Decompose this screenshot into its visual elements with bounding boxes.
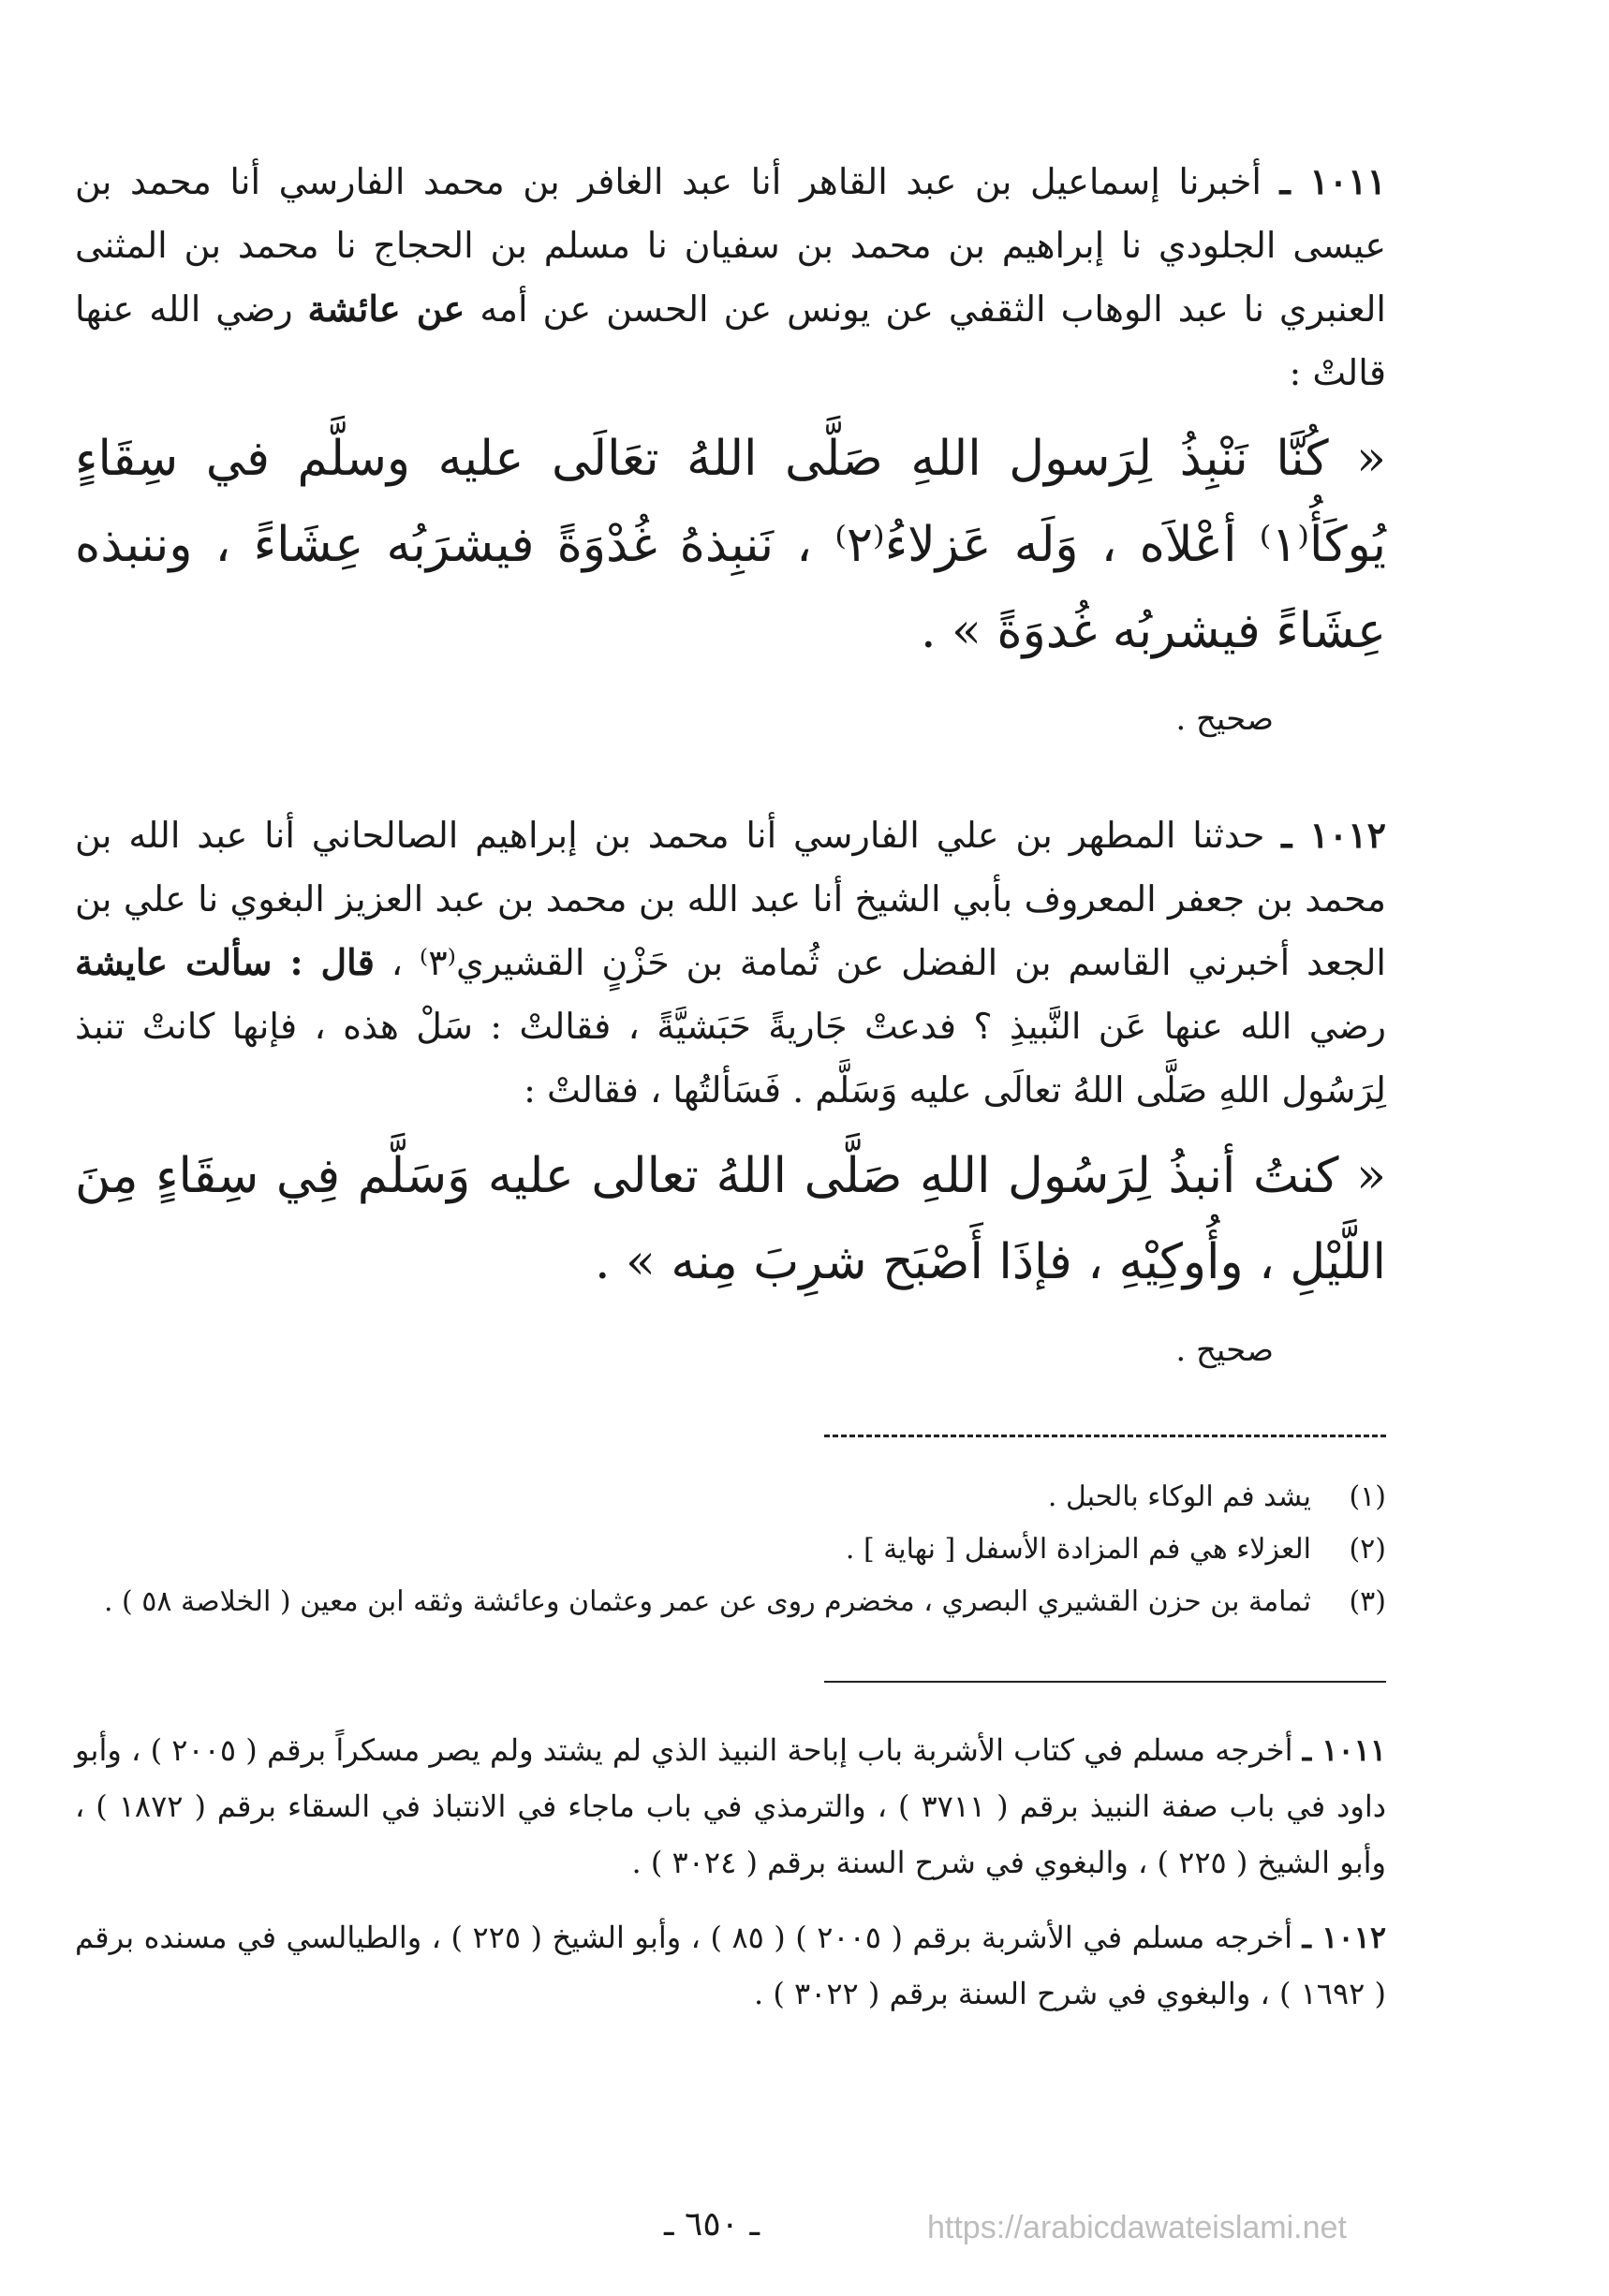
hadith-1012-matn: « كنتُ أنبذُ لِرَسُول اللهِ صَلَّى اللهُ تعالى عليه وَسَلَّم فِي سِقَاءٍ مِنَ اللَّيْلِ ، وأُوكِيْهِ ، فإذَا أَصْبَح شرِبَ مِنه » . <box>75 1148 1386 1290</box>
takhrij-divider <box>824 1681 1386 1683</box>
takhrij-text: أخرجه مسلم في الأشربة برقم ( ٢٠٠٥ ) ( ٨٥ ) ، وأبو الشيخ ( ٢٢٥ ) ، والطيالسي في مسنده برقم ( ١٦٩٢ ) ، والبغوي في شرح السنة برقم ( ٣٠٢٢ ) . <box>75 1920 1386 2011</box>
hadith-1012-grade: صحيح . <box>1175 1332 1274 1369</box>
footnote-text: العزلاء هي فم المزادة الأسفل [ نهاية ] . <box>845 1533 1311 1566</box>
takhrij-number: ١٠١١ ـ <box>1302 1732 1387 1768</box>
footnote <box>75 1471 1386 1523</box>
footnote <box>75 1576 1386 1628</box>
isnad-text: حدثنا المطهر بن علي الفارسي أنا محمد بن إبراهيم الصالحاني أنا عبد الله بن محمد بن جعفر المعروف بأبي الشيخ أنا عبد الله بن محمد بن عبد العزيز البغوي نا علي بن الجعد أخبرني القاسم بن الفضل عن ثُمامة بن حَزْنٍ القشيري⁽٣⁾ ، <box>75 815 1386 983</box>
hadith-1011-matn: « كُنَّا نَنْبِذُ لِرَسول اللهِ صَلَّى اللهُ تعَالَى عليه وسلَّم في سِقَاءٍ يُوكَأُ⁽١⁾ أعْلاَه ، وَلَه عَزلاءُ⁽٢⁾ ، نَنبِذهُ غُدْوَةً فيشرَبُه عِشَاءً ، وننبذه عِشَاءً فيشربُه غُدوَةً » . <box>75 431 1386 659</box>
hadith-1011-isnad <box>75 150 1386 405</box>
hadith-1012-isnad <box>75 803 1386 1122</box>
takhrij-number: ١٠١٢ ـ <box>1302 1920 1387 1955</box>
page-number: ـ ٦٥٠ ـ <box>663 2205 760 2244</box>
narrator-name: عن عائشة <box>307 287 465 330</box>
footnote-text: يشد فم الوكاء بالحبل . <box>1047 1480 1311 1513</box>
narrator-statement: قال : سألت عايشة <box>75 941 375 983</box>
hadith-number: ١٠١٢ ـ <box>1281 814 1386 856</box>
footnote-number: (٢) <box>1349 1533 1386 1566</box>
hadith-1011-grade: صحيح . <box>1175 700 1274 738</box>
takhrij-text: أخرجه مسلم في كتاب الأشربة باب إباحة النبيذ الذي لم يشتد ولم يصر مسكراً برقم ( ٢٠٠٥ ) ، وأبو داود في باب صفة النبيذ برقم ( ٣٧١١ ) ، والترمذي في باب ماجاء في الانتباذ في السقاء برقم ( ١٨٧٢ ) ، وأبو الشيخ ( ٢٢٥ ) ، والبغوي في شرح السنة برقم ( ٣٠٢٤ ) . <box>75 1732 1387 1880</box>
footnote <box>75 1523 1386 1576</box>
footnote-number: (٣) <box>1349 1585 1386 1618</box>
book-page <box>75 150 1386 2040</box>
isnad-end: رضي الله عنها عَن النَّبيذِ ؟ فدعتْ جَاريةً حَبَشيَّةً ، فقالتْ : سَلْ هذه ، فإنها كانتْ تنبذ لِرَسُول اللهِ صَلَّى اللهُ تعالَى عليه وَسَلَّم . فَسَألتُها ، فقالتْ : <box>75 1006 1386 1111</box>
watermark-url: https://arabicdawateislami.net <box>927 2210 1347 2245</box>
isnad-end: رضي الله عنها قالتْ : <box>75 288 1386 393</box>
isnad-text: أخبرنا إسماعيل بن عبد القاهر أنا عبد الغافر بن محمد الفارسي أنا محمد بن عيسى الجلودي نا إبراهيم بن محمد بن سفيان نا مسلم بن الحجاج نا محمد بن المثنى العنبري نا عبد الوهاب الثقفي عن يونس عن الحسن عن أمه <box>75 161 1386 330</box>
takhrij-entry <box>75 1722 1386 1891</box>
footnote-divider <box>824 1435 1386 1437</box>
hadith-number: ١٠١١ ـ <box>1279 160 1386 202</box>
footnote-number: (١) <box>1349 1480 1386 1513</box>
takhrij-entry <box>75 1909 1386 2022</box>
footnote-text: ثمامة بن حزن القشيري البصري ، مخضرم روى عن عمر وعثمان وعائشة وثقه ابن معين ( الخلاصة ٥٨ ) . <box>103 1585 1311 1618</box>
